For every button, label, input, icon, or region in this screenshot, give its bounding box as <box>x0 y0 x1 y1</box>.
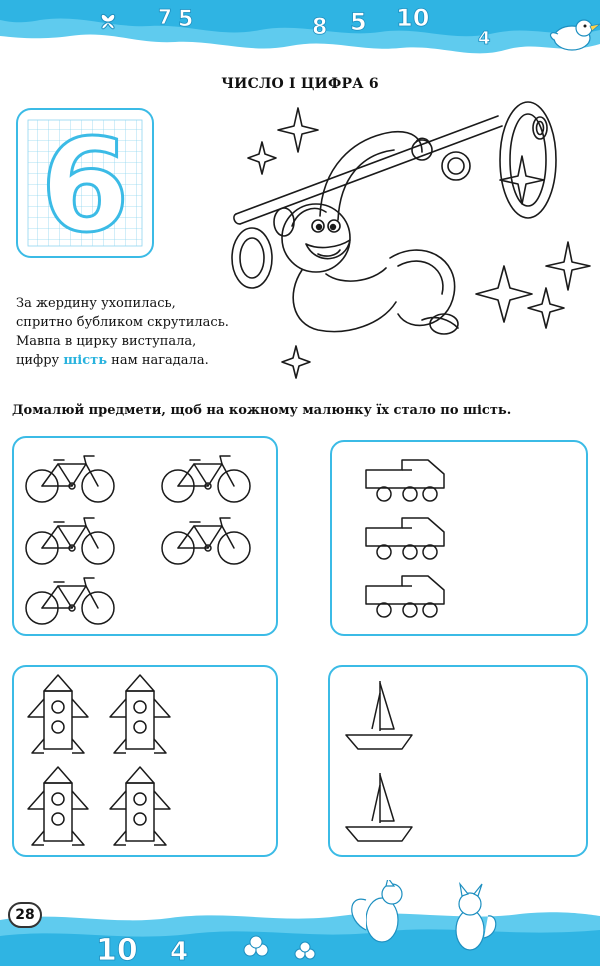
truck-icon <box>366 576 444 617</box>
poem-line-4-end: нам нагадала. <box>107 353 209 368</box>
header-digit: 10 <box>396 4 430 32</box>
bicycle-icon <box>162 518 250 564</box>
poem-line-3: Мавпа в цирку виступала, <box>16 334 197 349</box>
footer-wave-band <box>0 880 600 966</box>
poem-line-1: За жердину ухопилась, <box>16 296 176 311</box>
poem-line-4-start: цифру <box>16 353 64 368</box>
bicycle-icon <box>26 578 114 624</box>
truck-icon <box>366 518 444 559</box>
digit-six-grid-card <box>16 108 154 258</box>
page-number: 28 <box>8 902 42 928</box>
rocket-icon <box>28 767 88 845</box>
highlighted-word: шість <box>63 353 108 368</box>
digit-six-outline: 6 <box>40 112 130 258</box>
trucks-panel[interactable] <box>330 440 588 636</box>
sailboat-icon <box>346 681 412 749</box>
header-digit: 5 <box>178 7 194 32</box>
monkey-on-bar-icon <box>222 98 592 388</box>
poem <box>16 294 229 370</box>
poem-line-4 <box>16 351 229 370</box>
header-digit: 7 <box>158 5 172 29</box>
task-instruction: Домалюй предмети, щоб на кожному малюнку їх стало по шість. <box>12 403 512 418</box>
rockets-panel[interactable] <box>12 665 278 857</box>
sailboat-icon <box>346 773 412 841</box>
rocket-icon <box>110 767 170 845</box>
header-wave-band <box>0 0 600 70</box>
poem-line-2: спритно бубликом скрутилась. <box>16 315 229 330</box>
rocket-icon <box>110 675 170 753</box>
bicycle-icon <box>162 456 250 502</box>
header-digit: 5 <box>350 8 367 36</box>
page-title: ЧИСЛО І ЦИФРА 6 <box>221 76 379 92</box>
header-digit: 8 <box>312 15 328 40</box>
header-digit: 4 <box>478 28 491 49</box>
bicycles-panel[interactable] <box>12 436 278 636</box>
footer-digit: 4 <box>170 937 189 966</box>
boats-panel[interactable] <box>328 665 588 857</box>
rocket-icon <box>28 675 88 753</box>
bicycle-icon <box>26 518 114 564</box>
truck-icon <box>366 460 444 501</box>
footer-digit: 10 <box>96 933 138 966</box>
bicycle-icon <box>26 456 114 502</box>
